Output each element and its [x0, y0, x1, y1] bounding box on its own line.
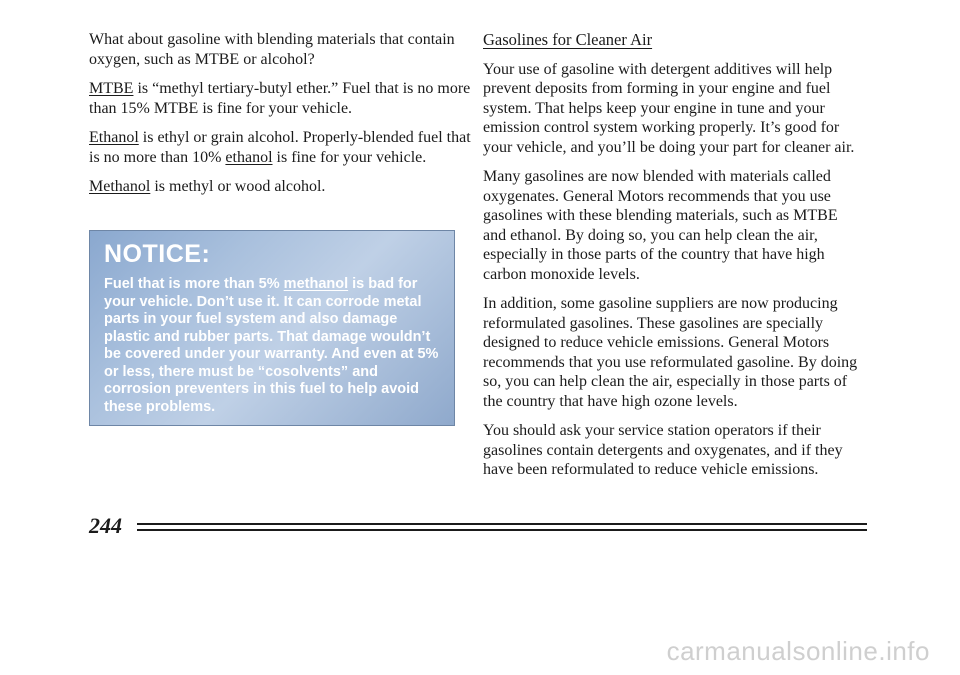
notice-text-a: Fuel that is more than 5% [104, 276, 284, 292]
paragraph-reformulated: In addition, some gasoline suppliers are now producing reformulated gasolines. These gasolines are specially designed to reduce vehicle emissions. General Motors recommends that you use reformulated gasoline. By doing so, you can help clean the air, especially in those parts of the country that have high ozone levels. [483, 295, 858, 410]
ethanol-definition-b: is fine for your vehicle. [272, 148, 427, 166]
section-heading: Gasolines for Cleaner Air [483, 30, 653, 49]
methanol-paragraph [89, 177, 474, 197]
ethanol-definition-a: is ethyl or grain alcohol. Properly-blended fuel that is no more than 10% [89, 129, 471, 166]
ethanol-term-inline: ethanol [225, 148, 273, 166]
left-column [89, 30, 474, 207]
paragraph-ask-operators: You should ask your service station operators if their gasolines contain detergents and oxygenates, and if they have been reformulated to reduce vehicle emissions. [483, 422, 843, 478]
ethanol-term: Ethanol [89, 129, 139, 146]
notice-text-b: is bad for your vehicle. Don’t use it. It can corrode metal parts in your fuel system and also damage plastic and rubber parts. That damage wouldn’t be covered under your warranty. And even at 5% or less, there must be “cosolvents” and corrosion preventers in this fuel to help avoid these problems. [104, 276, 439, 415]
footer-rule-bottom [137, 529, 867, 531]
mtbe-paragraph [89, 79, 474, 118]
mtbe-definition: is “methyl tertiary-butyl ether.” Fuel that is no more than 15% MTBE is fine for your vehicle. [89, 80, 471, 117]
watermark: carmanualsonline.info [666, 636, 930, 666]
question-paragraph: What about gasoline with blending materials that contain oxygen, such as MTBE or alcohol? [89, 31, 455, 68]
paragraph-oxygenates: Many gasolines are now blended with materials called oxygenates. General Motors recommends that you use gasolines with these blending materials, such as MTBE and ethanol. By doing so, you can help clean the air, especially in those parts of the country that have high carbon monoxide levels. [483, 168, 838, 283]
notice-text [104, 276, 440, 416]
right-column [483, 30, 858, 490]
manual-page [72, 30, 904, 570]
ethanol-paragraph [89, 128, 474, 167]
notice-box [89, 230, 455, 426]
mtbe-term: MTBE [89, 80, 134, 97]
paragraph-detergents: Your use of gasoline with detergent additives will help prevent deposits from forming in your engine and fuel system. That helps keep your engine in tune and your emission control system working properly. It’s good for your vehicle, and you’ll be doing your part for cleaner air. [483, 60, 855, 156]
methanol-term: Methanol [89, 178, 151, 195]
notice-title: NOTICE: [104, 240, 211, 268]
methanol-definition: is methyl or wood alcohol. [150, 178, 326, 195]
footer-rule-top [137, 523, 867, 525]
page-number: 244 [89, 513, 122, 538]
notice-methanol-term: methanol [283, 276, 349, 292]
page-footer [89, 514, 867, 538]
